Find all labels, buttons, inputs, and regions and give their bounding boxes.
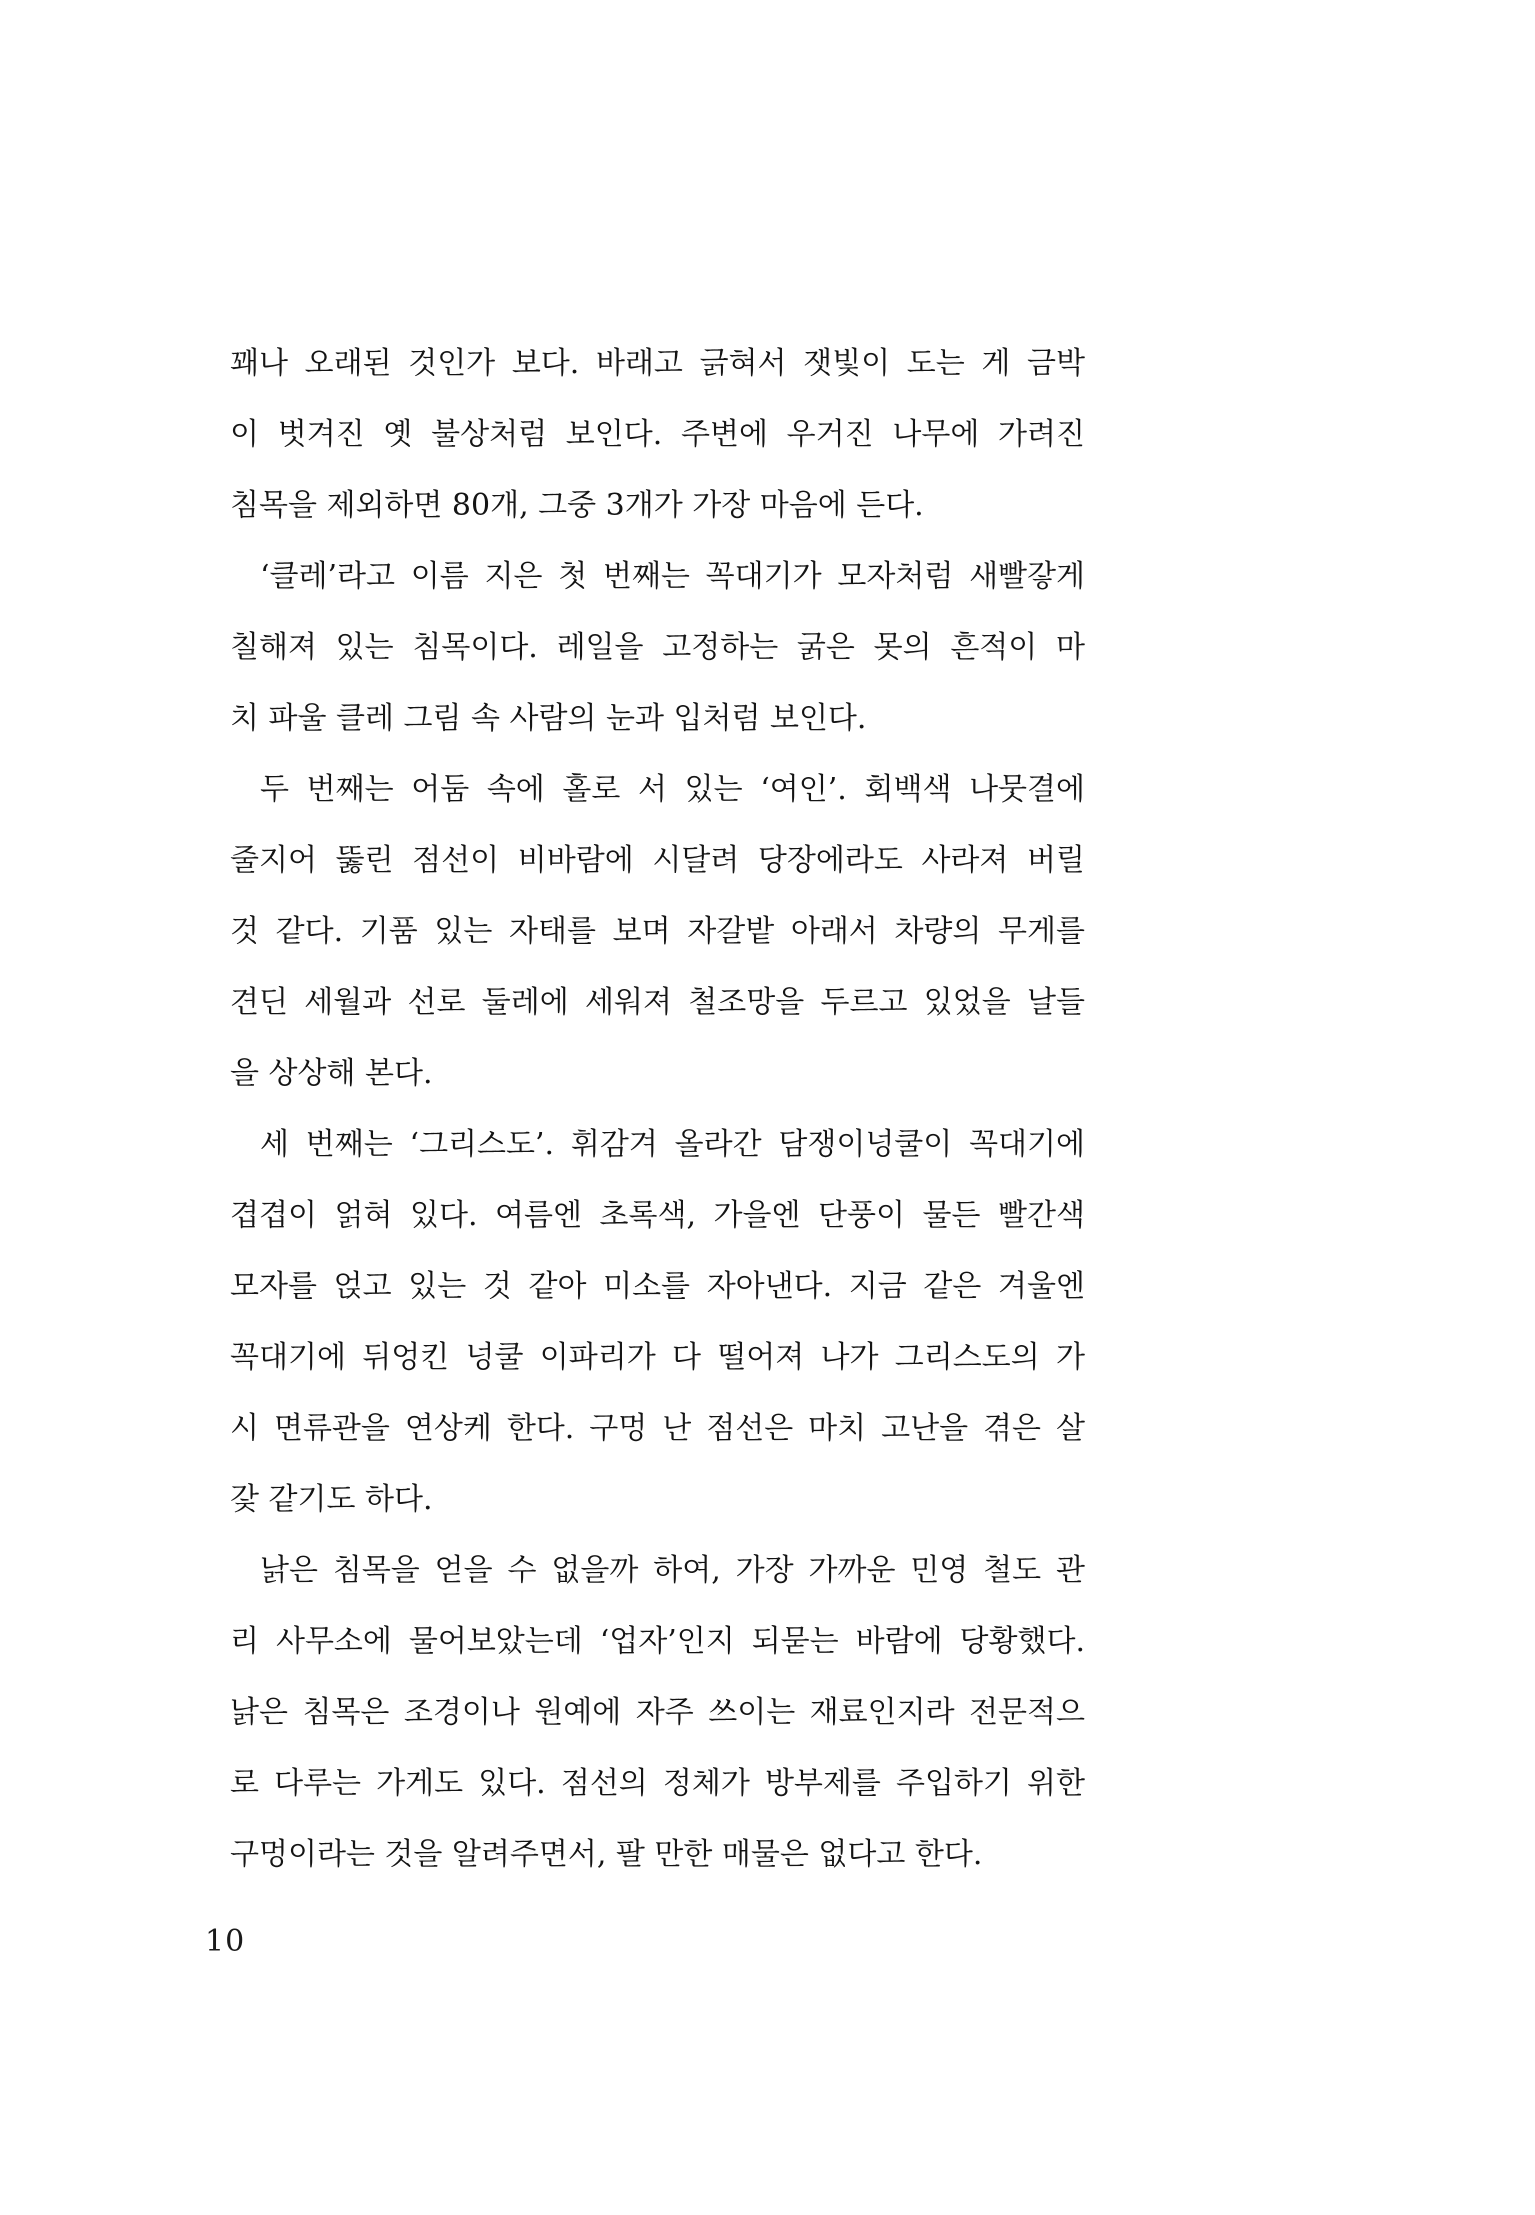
- text-line: 것 같다. 기품 있는 자태를 보며 자갈밭 아래서 차량의 무게를: [230, 914, 1085, 949]
- text-line: 견딘 세월과 선로 둘레에 세워져 철조망을 두르고 있었을 날들: [230, 985, 1085, 1020]
- text-line: 로 다루는 가게도 있다. 점선의 정체가 방부제를 주입하기 위한: [230, 1766, 1085, 1801]
- text-line: 꽤나 오래된 것인가 보다. 바래고 긁혀서 잿빛이 도는 게 금박: [230, 346, 1085, 381]
- text-line: 리 사무소에 물어보았는데 ‘업자’인지 되묻는 바람에 당황했다.: [230, 1624, 1085, 1659]
- text-line: 치 파울 클레 그림 속 사람의 눈과 입처럼 보인다.: [230, 701, 867, 736]
- text-line: 낡은 침목을 얻을 수 없을까 하여, 가장 가까운 민영 철도 관: [260, 1553, 1085, 1588]
- text-line: 시 면류관을 연상케 한다. 구멍 난 점선은 마치 고난을 겪은 살: [230, 1411, 1085, 1446]
- text-line: 침목을 제외하면 80개, 그중 3개가 가장 마음에 든다.: [230, 488, 924, 523]
- text-line: 세 번째는 ‘그리스도’. 휘감겨 올라간 담쟁이넝쿨이 꼭대기에: [260, 1127, 1085, 1162]
- text-line: 갗 같기도 하다.: [230, 1482, 433, 1517]
- text-line: 칠해져 있는 침목이다. 레일을 고정하는 굵은 못의 흔적이 마: [230, 630, 1085, 665]
- text-line: 모자를 얹고 있는 것 같아 미소를 자아낸다. 지금 같은 겨울엔: [230, 1269, 1085, 1304]
- text-line: 구멍이라는 것을 알려주면서, 팔 만한 매물은 없다고 한다.: [230, 1837, 983, 1872]
- page-number: 10: [205, 1924, 246, 1959]
- text-line: 을 상상해 본다.: [230, 1056, 433, 1091]
- text-line: ‘클레’라고 이름 지은 첫 번째는 꼭대기가 모자처럼 새빨갛게: [260, 559, 1085, 594]
- body-text: [230, 328, 1085, 1890]
- text-line: 겹겹이 얽혀 있다. 여름엔 초록색, 가을엔 단풍이 물든 빨간색: [230, 1198, 1085, 1233]
- text-line: 낡은 침목은 조경이나 원예에 자주 쓰이는 재료인지라 전문적으: [230, 1695, 1085, 1730]
- text-line: 줄지어 뚫린 점선이 비바람에 시달려 당장에라도 사라져 버릴: [230, 843, 1085, 878]
- text-line: 이 벗겨진 옛 불상처럼 보인다. 주변에 우거진 나무에 가려진: [230, 417, 1085, 452]
- text-line: 꼭대기에 뒤엉킨 넝쿨 이파리가 다 떨어져 나가 그리스도의 가: [230, 1340, 1085, 1375]
- text-line: 두 번째는 어둠 속에 홀로 서 있는 ‘여인’. 회백색 나뭇결에: [260, 772, 1085, 807]
